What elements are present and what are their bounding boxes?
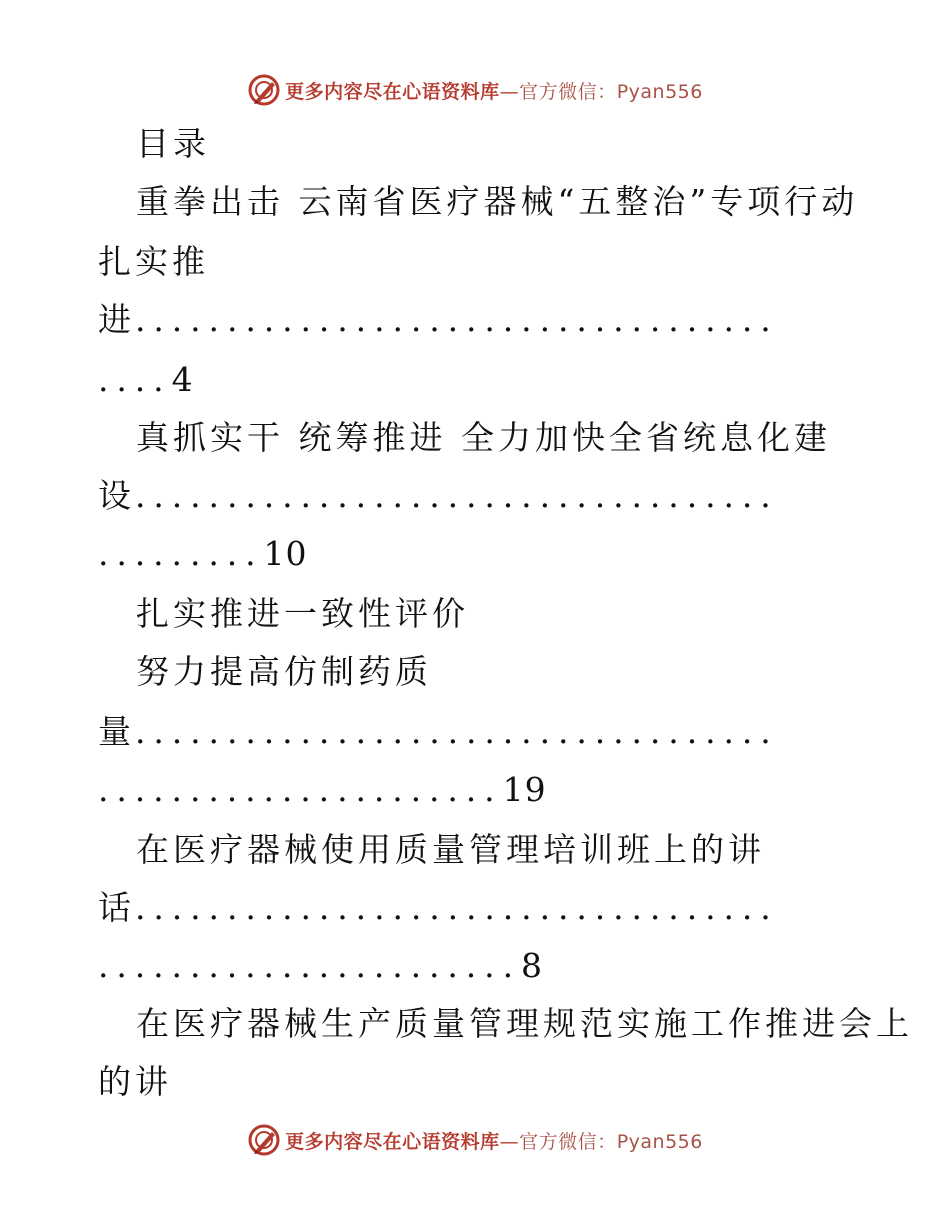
toc-entry-2-leader-dots-2: ......... <box>98 534 264 573</box>
toc-entry-3-leader-dots-2: ...................... <box>98 770 503 809</box>
toc-entry-3-title-line-1[interactable]: 扎实推进一致性评价 <box>136 594 469 633</box>
banner-wechat-id: Pyan556 <box>616 80 703 103</box>
toc-entry-3-page-number: 19 <box>502 770 547 809</box>
footer-watermark-banner <box>0 1120 950 1160</box>
toc-entry-2-tail: 设 <box>98 476 135 515</box>
toc-entry-4-page-line[interactable] <box>98 940 543 992</box>
toc-entry-1-page-line[interactable] <box>98 354 194 406</box>
toc-entry-4-page-number: 8 <box>520 946 543 985</box>
toc-entry-1-tail: 进 <box>98 300 135 339</box>
banner-brand-text: 更多内容尽在心语资料库 <box>285 1130 500 1153</box>
toc-entry-4-tail: 话 <box>98 888 135 927</box>
toc-entry-2-page-number: 10 <box>263 534 308 573</box>
toc-entry-1-leader-dots-2: .... <box>98 360 172 399</box>
banner-wechat-label: 官方微信： <box>519 80 617 103</box>
toc-entry-1-title-line-2[interactable]: 扎实推 <box>98 242 209 281</box>
banner-separator: — <box>499 1130 520 1153</box>
toc-entry-4-dotted-line[interactable] <box>98 882 779 934</box>
toc-entry-3-dotted-line[interactable] <box>98 706 779 758</box>
banner-brand-text: 更多内容尽在心语资料库 <box>285 80 500 103</box>
toc-entry-3-leader-dots: ................................... <box>135 712 779 751</box>
toc-entry-3-tail: 量 <box>98 712 135 751</box>
toc-entry-5-title-line-2[interactable]: 的讲 <box>98 1062 172 1101</box>
toc-heading: 目录 <box>136 124 210 163</box>
toc-entry-3-title-line-2[interactable]: 努力提高仿制药质 <box>136 652 432 691</box>
toc-entry-2-leader-dots: ................................... <box>135 476 779 515</box>
toc-entry-4-title-line-1[interactable]: 在医疗器械使用质量管理培训班上的讲 <box>136 830 765 869</box>
toc-entry-4-leader-dots-2: ....................... <box>98 946 521 985</box>
pen-logo-icon <box>247 1123 281 1157</box>
toc-entry-2-title-line-1[interactable]: 真抓实干 统筹推进 全力加快全省统息化建 <box>136 418 831 457</box>
toc-entry-5-title-line-1[interactable]: 在医疗器械生产质量管理规范实施工作推进会上 <box>136 1004 913 1043</box>
banner-wechat-id: Pyan556 <box>616 1130 703 1153</box>
toc-entry-3-page-line[interactable] <box>98 764 547 816</box>
banner-wechat-label: 官方微信： <box>519 1130 617 1153</box>
banner-text <box>285 1127 703 1154</box>
toc-entry-1-dotted-line[interactable] <box>98 294 779 346</box>
banner-text <box>285 77 703 104</box>
toc-entry-1-page-number: 4 <box>171 360 194 399</box>
banner-separator: — <box>499 80 520 103</box>
toc-entry-2-page-line[interactable] <box>98 528 308 580</box>
toc-entry-2-dotted-line[interactable] <box>98 470 779 522</box>
toc-entry-1-title-line-1[interactable]: 重拳出击 云南省医疗器械“五整治”专项行动 <box>136 182 859 221</box>
toc-entry-1-leader-dots: ................................... <box>135 300 779 339</box>
header-watermark-banner <box>0 70 950 110</box>
toc-entry-4-leader-dots: ................................... <box>135 888 779 927</box>
pen-logo-icon <box>247 73 281 107</box>
